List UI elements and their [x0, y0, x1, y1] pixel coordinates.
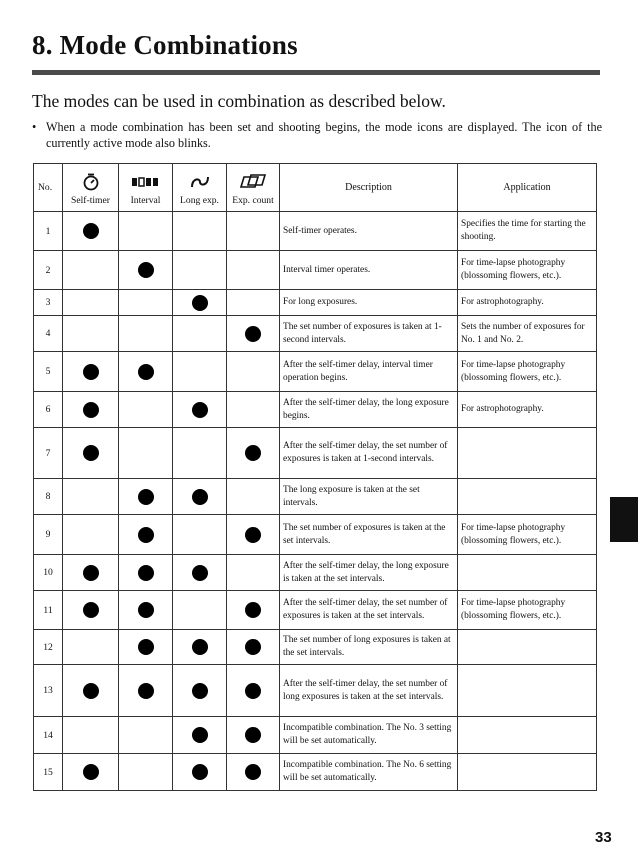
- mode-cell: [173, 754, 227, 791]
- table-header-row: [34, 164, 597, 212]
- table-row: [34, 352, 597, 392]
- row-number: 6: [34, 392, 63, 428]
- active-mode-dot: [245, 527, 261, 543]
- row-number: 3: [34, 290, 63, 316]
- mode-cell: [63, 479, 119, 515]
- self-timer-icon: [81, 172, 101, 192]
- active-mode-dot: [192, 489, 208, 505]
- mode-cell: [119, 591, 173, 630]
- active-mode-dot: [245, 445, 261, 461]
- row-number: 1: [34, 212, 63, 251]
- mode-cell: [119, 212, 173, 251]
- row-number: 10: [34, 555, 63, 591]
- active-mode-dot: [138, 565, 154, 581]
- table-row: [34, 251, 597, 290]
- long-exposure-icon: [188, 172, 212, 192]
- mode-cell: [173, 316, 227, 352]
- active-mode-dot: [83, 364, 99, 380]
- active-mode-dot: [83, 602, 99, 618]
- mode-cell: [119, 479, 173, 515]
- mode-cell: [227, 212, 280, 251]
- page-title: 8. Mode Combinations: [32, 30, 298, 60]
- mode-cell: [63, 555, 119, 591]
- mode-cell: [173, 479, 227, 515]
- active-mode-dot: [192, 402, 208, 418]
- active-mode-dot: [83, 402, 99, 418]
- row-application: Specifies the time for starting the shooting.: [458, 212, 597, 251]
- header-interval: [119, 164, 173, 212]
- mode-cell: [227, 251, 280, 290]
- mode-cell: [227, 591, 280, 630]
- active-mode-dot: [245, 683, 261, 699]
- mode-cell: [227, 754, 280, 791]
- mode-cell: [63, 251, 119, 290]
- mode-cell: [119, 630, 173, 665]
- active-mode-dot: [192, 565, 208, 581]
- row-number: 4: [34, 316, 63, 352]
- table-row: [34, 515, 597, 555]
- mode-cell: [119, 665, 173, 717]
- mode-cell: [119, 515, 173, 555]
- header-exp-count: [227, 164, 280, 212]
- mode-cell: [173, 251, 227, 290]
- mode-cell: [173, 428, 227, 479]
- row-number: 9: [34, 515, 63, 555]
- table-row: [34, 754, 597, 791]
- table-row: [34, 316, 597, 352]
- row-description: After the self-timer delay, interval timer operation begins.: [280, 352, 458, 392]
- row-description: The long exposure is taken at the set intervals.: [280, 479, 458, 515]
- mode-cell: [119, 316, 173, 352]
- mode-cell: [63, 352, 119, 392]
- active-mode-dot: [138, 639, 154, 655]
- table-row: [34, 717, 597, 754]
- mode-cell: [227, 515, 280, 555]
- active-mode-dot: [138, 489, 154, 505]
- row-application: [458, 717, 597, 754]
- row-number: 2: [34, 251, 63, 290]
- active-mode-dot: [138, 602, 154, 618]
- active-mode-dot: [192, 683, 208, 699]
- mode-cell: [63, 717, 119, 754]
- mode-cell: [227, 555, 280, 591]
- row-number: 15: [34, 754, 63, 791]
- row-number: 14: [34, 717, 63, 754]
- row-description: After the self-timer delay, the set number of long exposures is taken at the set intervals.: [280, 665, 458, 717]
- mode-cell: [227, 392, 280, 428]
- active-mode-dot: [245, 764, 261, 780]
- row-description: After the self-timer delay, the long exposure begins.: [280, 392, 458, 428]
- active-mode-dot: [192, 295, 208, 311]
- active-mode-dot: [245, 639, 261, 655]
- active-mode-dot: [83, 445, 99, 461]
- mode-cell: [173, 212, 227, 251]
- row-application: [458, 479, 597, 515]
- row-description: Incompatible combination. The No. 6 setting will be set automatically.: [280, 754, 458, 791]
- row-application: For astrophotography.: [458, 290, 597, 316]
- table-row: [34, 212, 597, 251]
- active-mode-dot: [138, 364, 154, 380]
- mode-cell: [63, 290, 119, 316]
- mode-cell: [63, 392, 119, 428]
- mode-cell: [119, 251, 173, 290]
- active-mode-dot: [83, 764, 99, 780]
- row-description: After the self-timer delay, the set number of exposures is taken at the set intervals.: [280, 591, 458, 630]
- note-text: When a mode combination has been set and shooting begins, the mode icons are displayed. The icon of the currently active mode also blinks.: [46, 120, 602, 150]
- mode-cell: [119, 428, 173, 479]
- active-mode-dot: [138, 527, 154, 543]
- header-long-exp: [173, 164, 227, 212]
- header-interval-label: Interval: [130, 194, 161, 206]
- table-row: [34, 479, 597, 515]
- mode-cell: [63, 515, 119, 555]
- mode-cell: [173, 665, 227, 717]
- table-row: [34, 630, 597, 665]
- mode-cell: [173, 515, 227, 555]
- title-rule: [32, 70, 600, 75]
- mode-cell: [227, 479, 280, 515]
- row-application: For astrophotography.: [458, 392, 597, 428]
- mode-cell: [173, 555, 227, 591]
- mode-cell: [119, 290, 173, 316]
- section-tab: [610, 497, 638, 542]
- header-exp-count-label: Exp. count: [232, 194, 274, 206]
- table-row: [34, 428, 597, 479]
- page-number: 33: [595, 829, 612, 846]
- table-row: [34, 665, 597, 717]
- active-mode-dot: [83, 683, 99, 699]
- header-no: No.: [34, 164, 63, 212]
- mode-cell: [227, 316, 280, 352]
- row-application: [458, 428, 597, 479]
- row-application: For time-lapse photography (blossoming flowers, etc.).: [458, 352, 597, 392]
- row-number: 13: [34, 665, 63, 717]
- header-self-timer-label: Self-timer: [71, 194, 110, 206]
- mode-cell: [63, 630, 119, 665]
- interval-icon: [131, 172, 161, 192]
- mode-cell: [173, 290, 227, 316]
- active-mode-dot: [83, 223, 99, 239]
- mode-cell: [63, 754, 119, 791]
- mode-cell: [173, 392, 227, 428]
- row-application: [458, 665, 597, 717]
- mode-cell: [227, 630, 280, 665]
- mode-cell: [63, 212, 119, 251]
- active-mode-dot: [138, 683, 154, 699]
- mode-cell: [227, 428, 280, 479]
- intro-text: The modes can be used in combination as described below.: [32, 91, 446, 111]
- mode-cell: [119, 352, 173, 392]
- row-description: Incompatible combination. The No. 3 setting will be set automatically.: [280, 717, 458, 754]
- header-self-timer: [63, 164, 119, 212]
- header-application: Application: [458, 164, 597, 212]
- row-application: For time-lapse photography (blossoming flowers, etc.).: [458, 251, 597, 290]
- mode-cell: [173, 352, 227, 392]
- mode-cell: [227, 290, 280, 316]
- header-description: Description: [280, 164, 458, 212]
- row-number: 8: [34, 479, 63, 515]
- row-description: Interval timer operates.: [280, 251, 458, 290]
- row-number: 7: [34, 428, 63, 479]
- mode-cell: [119, 555, 173, 591]
- header-long-exp-label: Long exp.: [180, 194, 219, 206]
- note-bullet: •: [32, 120, 37, 134]
- mode-cell: [173, 630, 227, 665]
- mode-cell: [119, 717, 173, 754]
- row-application: [458, 754, 597, 791]
- mode-cell: [173, 717, 227, 754]
- active-mode-dot: [138, 262, 154, 278]
- row-description: After the self-timer delay, the set number of exposures is taken at 1-second intervals.: [280, 428, 458, 479]
- row-application: For time-lapse photography (blossoming flowers, etc.).: [458, 591, 597, 630]
- mode-cell: [63, 428, 119, 479]
- active-mode-dot: [245, 727, 261, 743]
- table-row: [34, 555, 597, 591]
- row-description: The set number of exposures is taken at 1-second intervals.: [280, 316, 458, 352]
- row-description: Self-timer operates.: [280, 212, 458, 251]
- active-mode-dot: [192, 727, 208, 743]
- table-row: [34, 591, 597, 630]
- mode-combinations-table: [33, 163, 597, 791]
- mode-cell: [227, 665, 280, 717]
- active-mode-dot: [245, 602, 261, 618]
- row-description: The set number of long exposures is taken at the set intervals.: [280, 630, 458, 665]
- active-mode-dot: [192, 639, 208, 655]
- table-row: [34, 290, 597, 316]
- row-number: 12: [34, 630, 63, 665]
- exposure-count-icon: [239, 172, 267, 192]
- active-mode-dot: [83, 565, 99, 581]
- mode-cell: [63, 591, 119, 630]
- row-description: For long exposures.: [280, 290, 458, 316]
- row-number: 11: [34, 591, 63, 630]
- mode-cell: [173, 591, 227, 630]
- row-application: Sets the number of exposures for No. 1 and No. 2.: [458, 316, 597, 352]
- row-description: The set number of exposures is taken at the set intervals.: [280, 515, 458, 555]
- row-application: For time-lapse photography (blossoming flowers, etc.).: [458, 515, 597, 555]
- row-number: 5: [34, 352, 63, 392]
- mode-cell: [119, 392, 173, 428]
- row-application: [458, 630, 597, 665]
- active-mode-dot: [192, 764, 208, 780]
- mode-cell: [119, 754, 173, 791]
- mode-cell: [227, 717, 280, 754]
- row-description: After the self-timer delay, the long exposure is taken at the set intervals.: [280, 555, 458, 591]
- mode-cell: [63, 665, 119, 717]
- active-mode-dot: [245, 326, 261, 342]
- mode-cell: [227, 352, 280, 392]
- mode-cell: [63, 316, 119, 352]
- row-application: [458, 555, 597, 591]
- table-row: [34, 392, 597, 428]
